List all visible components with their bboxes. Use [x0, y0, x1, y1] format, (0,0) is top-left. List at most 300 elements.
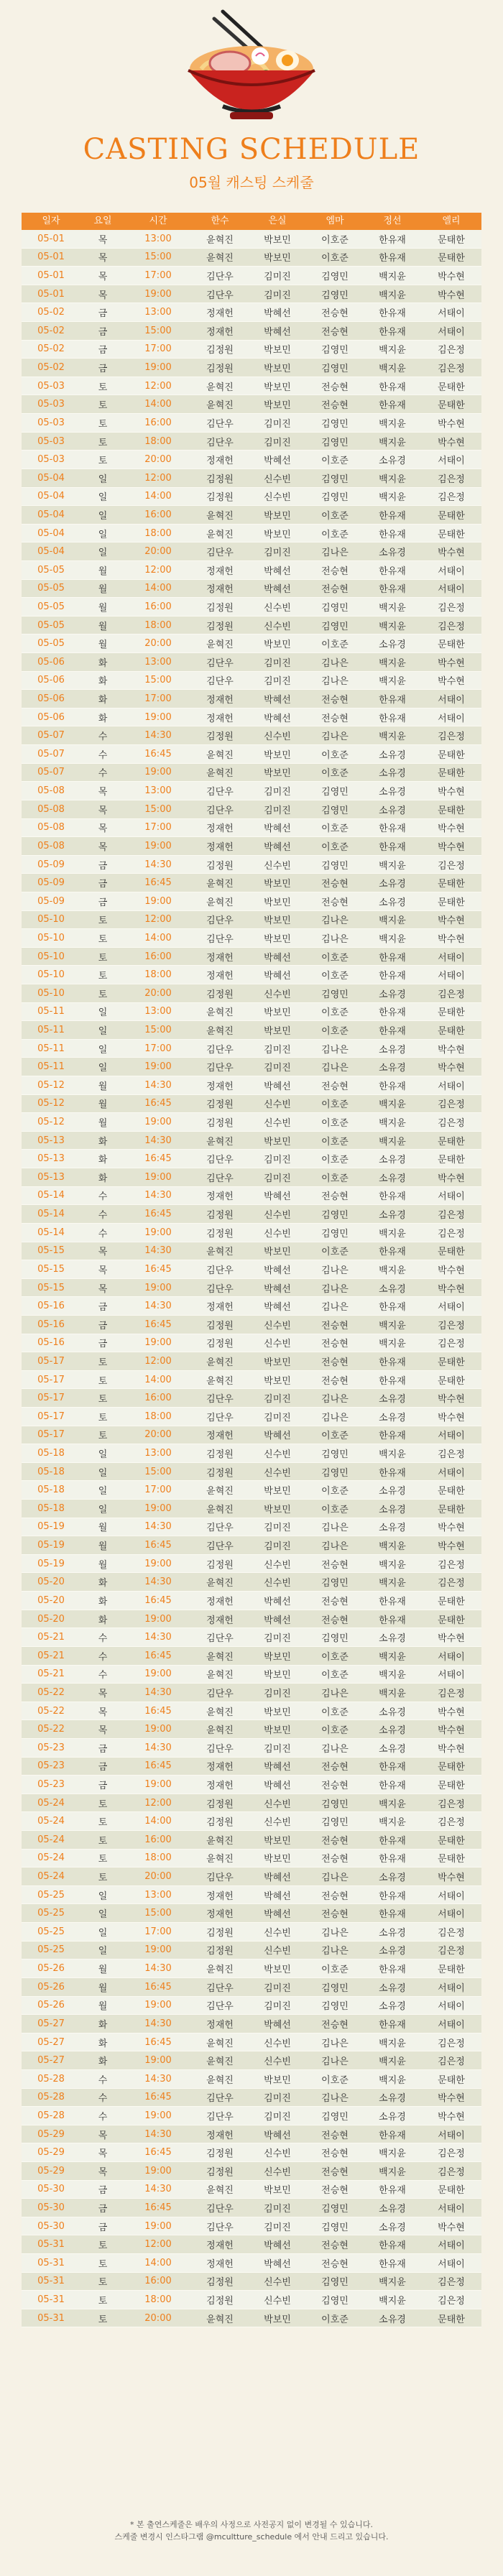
- table-row: [22, 1739, 481, 1758]
- table-cell: 박혜선: [249, 2235, 306, 2254]
- table-cell: 05-06: [22, 672, 80, 691]
- table-cell: 05-25: [22, 1923, 80, 1942]
- table-cell: 17:00: [125, 819, 191, 838]
- table-row: [22, 1297, 481, 1316]
- table-cell: 백지윤: [364, 2051, 421, 2070]
- table-cell: 문태한: [421, 377, 481, 396]
- table-cell: 김영민: [306, 2199, 364, 2217]
- table-cell: 16:45: [125, 1647, 191, 1666]
- table-cell: 한유재: [364, 1850, 421, 1868]
- table-cell: 정재헌: [191, 322, 249, 341]
- table-cell: 한유재: [364, 948, 421, 966]
- table-cell: 이호준: [306, 1702, 364, 1721]
- table-cell: 14:00: [125, 580, 191, 599]
- table-cell: 김정원: [191, 2273, 249, 2291]
- table-row: [22, 543, 481, 561]
- table-cell: 박수현: [421, 2089, 481, 2108]
- table-cell: 김미진: [249, 2089, 306, 2108]
- table-cell: 목: [80, 782, 125, 800]
- table-cell: 소유경: [364, 1168, 421, 1187]
- table-cell: 박수현: [421, 1279, 481, 1298]
- table-cell: 05-06: [22, 708, 80, 727]
- table-cell: 정재헌: [191, 1592, 249, 1610]
- table-cell: 정재헌: [191, 2125, 249, 2144]
- table-cell: 14:30: [125, 1518, 191, 1537]
- table-cell: 한유재: [364, 1297, 421, 1316]
- table-cell: 윤혁진: [191, 1132, 249, 1150]
- table-cell: 금: [80, 2181, 125, 2199]
- table-cell: 김단우: [191, 911, 249, 930]
- table-cell: 일: [80, 1040, 125, 1058]
- table-cell: 05-05: [22, 580, 80, 599]
- table-cell: 정재헌: [191, 1610, 249, 1629]
- table-cell: 목: [80, 800, 125, 819]
- table-cell: 소유경: [364, 1408, 421, 1426]
- table-cell: 수: [80, 764, 125, 783]
- table-cell: 화: [80, 1592, 125, 1610]
- table-cell: 이호준: [306, 1500, 364, 1518]
- table-cell: 05-05: [22, 561, 80, 580]
- table-cell: 소유경: [364, 2217, 421, 2236]
- table-cell: 14:30: [125, 726, 191, 745]
- table-cell: 이호준: [306, 764, 364, 783]
- table-cell: 박혜선: [249, 948, 306, 966]
- table-cell: 김영민: [306, 488, 364, 507]
- table-cell: 토: [80, 1868, 125, 1886]
- table-cell: 19:00: [125, 1334, 191, 1353]
- table-cell: 신수빈: [249, 1463, 306, 1482]
- table-cell: 김단우: [191, 2199, 249, 2217]
- table-cell: 05-02: [22, 303, 80, 322]
- table-cell: 월: [80, 1076, 125, 1095]
- table-cell: 윤혁진: [191, 1371, 249, 1390]
- table-row: [22, 726, 481, 745]
- table-cell: 김은정: [421, 617, 481, 635]
- table-cell: 이호준: [306, 451, 364, 469]
- table-cell: 화: [80, 690, 125, 708]
- table-cell: 서태이: [421, 1904, 481, 1923]
- table-cell: 소유경: [364, 543, 421, 561]
- table-cell: 05-18: [22, 1481, 80, 1500]
- table-cell: 서태이: [421, 2254, 481, 2273]
- table-row: [22, 561, 481, 580]
- table-cell: 전승현: [306, 2181, 364, 2199]
- table-cell: 15:00: [125, 249, 191, 267]
- table-cell: 서태이: [421, 2235, 481, 2254]
- table-cell: 이호준: [306, 2070, 364, 2089]
- table-cell: 05-16: [22, 1316, 80, 1334]
- table-cell: 13:00: [125, 653, 191, 672]
- table-cell: 서태이: [421, 1426, 481, 1445]
- table-cell: 백지윤: [364, 1132, 421, 1150]
- table-cell: 소유경: [364, 1279, 421, 1298]
- table-cell: 16:00: [125, 414, 191, 433]
- table-cell: 05-15: [22, 1242, 80, 1261]
- table-cell: 토: [80, 1426, 125, 1445]
- table-cell: 윤혁진: [191, 1021, 249, 1040]
- table-cell: 서태이: [421, 708, 481, 727]
- table-row: [22, 2125, 481, 2144]
- table-cell: 일: [80, 1886, 125, 1905]
- table-row: [22, 285, 481, 304]
- table-cell: 김은정: [421, 726, 481, 745]
- table-cell: 백지윤: [364, 1666, 421, 1684]
- table-cell: 토: [80, 433, 125, 451]
- table-cell: 이호준: [306, 2309, 364, 2328]
- table-cell: 김은정: [421, 488, 481, 507]
- table-cell: 14:30: [125, 1739, 191, 1758]
- table-cell: 김미진: [249, 1389, 306, 1408]
- table-cell: 금: [80, 1758, 125, 1776]
- table-row: [22, 377, 481, 396]
- table-cell: 신수빈: [249, 598, 306, 617]
- table-cell: 백지윤: [364, 1316, 421, 1334]
- table-row: [22, 395, 481, 414]
- table-cell: 14:30: [125, 2070, 191, 2089]
- table-cell: 문태한: [421, 745, 481, 764]
- table-cell: 김미진: [249, 1739, 306, 1758]
- table-row: [22, 1371, 481, 1390]
- table-cell: 05-24: [22, 1850, 80, 1868]
- table-cell: 문태한: [421, 1021, 481, 1040]
- table-row: [22, 1555, 481, 1574]
- table-cell: 윤혁진: [191, 764, 249, 783]
- table-cell: 정재헌: [191, 837, 249, 856]
- table-cell: 05-06: [22, 690, 80, 708]
- table-cell: 박수현: [421, 1536, 481, 1555]
- table-cell: 토: [80, 377, 125, 396]
- table-cell: 소유경: [364, 1978, 421, 1997]
- table-cell: 백지윤: [364, 617, 421, 635]
- table-cell: 목: [80, 1260, 125, 1279]
- table-cell: 18:00: [125, 617, 191, 635]
- table-row: [22, 2254, 481, 2273]
- table-cell: 20:00: [125, 543, 191, 561]
- table-cell: 전승현: [306, 892, 364, 911]
- table-row: [22, 1040, 481, 1058]
- table-cell: 화: [80, 2051, 125, 2070]
- table-cell: 김영민: [306, 1463, 364, 1482]
- table-cell: 박수현: [421, 414, 481, 433]
- table-cell: 김미진: [249, 1536, 306, 1555]
- table-cell: 12:00: [125, 2235, 191, 2254]
- table-cell: 박혜선: [249, 1868, 306, 1886]
- table-cell: 윤혁진: [191, 892, 249, 911]
- table-cell: 한유재: [364, 1021, 421, 1040]
- table-cell: 16:45: [125, 1095, 191, 1114]
- table-row: [22, 1500, 481, 1518]
- table-row: [22, 1095, 481, 1114]
- table-cell: 한유재: [364, 580, 421, 599]
- table-cell: 윤혁진: [191, 1500, 249, 1518]
- table-cell: 05-04: [22, 469, 80, 488]
- table-cell: 05-05: [22, 617, 80, 635]
- table-cell: 수: [80, 1666, 125, 1684]
- table-cell: 19:00: [125, 2162, 191, 2181]
- table-cell: 박혜선: [249, 2254, 306, 2273]
- table-cell: 서태이: [421, 561, 481, 580]
- table-cell: 김은정: [421, 359, 481, 377]
- table-cell: 05-31: [22, 2273, 80, 2291]
- table-cell: 박수현: [421, 1739, 481, 1758]
- table-cell: 신수빈: [249, 856, 306, 874]
- table-cell: 신수빈: [249, 1334, 306, 1353]
- table-cell: 정재헌: [191, 708, 249, 727]
- table-row: [22, 1868, 481, 1886]
- table-cell: 백지윤: [364, 598, 421, 617]
- table-cell: 문태한: [421, 1831, 481, 1850]
- table-cell: 박보민: [249, 634, 306, 653]
- table-cell: 05-01: [22, 285, 80, 304]
- table-cell: 20:00: [125, 1868, 191, 1886]
- table-cell: 05-14: [22, 1224, 80, 1242]
- table-cell: 백지윤: [364, 2273, 421, 2291]
- table-cell: 19:00: [125, 1720, 191, 1739]
- table-cell: 05-24: [22, 1868, 80, 1886]
- table-cell: 김미진: [249, 543, 306, 561]
- table-cell: 백지윤: [364, 1113, 421, 1132]
- table-cell: 토: [80, 911, 125, 930]
- table-cell: 서태이: [421, 1978, 481, 1997]
- table-cell: 금: [80, 1316, 125, 1334]
- table-cell: 18:00: [125, 1408, 191, 1426]
- table-cell: 김나은: [306, 1923, 364, 1942]
- table-cell: 16:00: [125, 1389, 191, 1408]
- table-cell: 김나은: [306, 672, 364, 691]
- column-header: 엘리: [421, 213, 481, 230]
- table-cell: 김미진: [249, 2199, 306, 2217]
- table-cell: 12:00: [125, 1794, 191, 1813]
- table-cell: 박혜선: [249, 1610, 306, 1629]
- table-row: [22, 672, 481, 691]
- table-cell: 일: [80, 1904, 125, 1923]
- table-cell: 박보민: [249, 1242, 306, 1261]
- table-cell: 김나은: [306, 1297, 364, 1316]
- table-cell: 05-24: [22, 1812, 80, 1831]
- table-cell: 신수빈: [249, 1095, 306, 1114]
- table-row: [22, 1812, 481, 1831]
- table-cell: 김미진: [249, 433, 306, 451]
- table-row: [22, 1279, 481, 1298]
- table-cell: 이호준: [306, 1095, 364, 1114]
- table-cell: 16:45: [125, 1536, 191, 1555]
- table-cell: 박보민: [249, 1850, 306, 1868]
- table-cell: 박보민: [249, 1500, 306, 1518]
- table-cell: 박보민: [249, 1481, 306, 1500]
- table-row: [22, 1058, 481, 1076]
- table-cell: 14:30: [125, 1628, 191, 1647]
- table-cell: 김정원: [191, 726, 249, 745]
- schedule-table-header: [22, 213, 481, 230]
- table-cell: 목: [80, 1684, 125, 1702]
- table-cell: 05-24: [22, 1794, 80, 1813]
- table-row: [22, 2070, 481, 2089]
- table-cell: 김단우: [191, 1536, 249, 1555]
- table-cell: 신수빈: [249, 1942, 306, 1960]
- table-cell: 소유경: [364, 2089, 421, 2108]
- table-cell: 이호준: [306, 837, 364, 856]
- table-cell: 한유재: [364, 1776, 421, 1794]
- table-cell: 문태한: [421, 800, 481, 819]
- table-cell: 김영민: [306, 782, 364, 800]
- table-cell: 박수현: [421, 433, 481, 451]
- table-cell: 16:45: [125, 1150, 191, 1168]
- table-cell: 박수현: [421, 653, 481, 672]
- table-cell: 토: [80, 395, 125, 414]
- table-cell: 백지윤: [364, 433, 421, 451]
- table-cell: 박수현: [421, 1518, 481, 1537]
- table-cell: 신수빈: [249, 2051, 306, 2070]
- table-cell: 한유재: [364, 1426, 421, 1445]
- table-cell: 전승현: [306, 2254, 364, 2273]
- table-cell: 김영민: [306, 1812, 364, 1831]
- table-cell: 김단우: [191, 285, 249, 304]
- table-cell: 서태이: [421, 948, 481, 966]
- table-row: [22, 1942, 481, 1960]
- table-row: [22, 764, 481, 783]
- table-cell: 12:00: [125, 911, 191, 930]
- table-cell: 소유경: [364, 1205, 421, 1224]
- table-row: [22, 1205, 481, 1224]
- table-cell: 김은정: [421, 1812, 481, 1831]
- table-cell: 전승현: [306, 2125, 364, 2144]
- table-cell: 윤혁진: [191, 230, 249, 249]
- table-cell: 정재헌: [191, 1904, 249, 1923]
- column-header: 엠마: [306, 213, 364, 230]
- table-cell: 한유재: [364, 1904, 421, 1923]
- table-cell: 백지윤: [364, 2070, 421, 2089]
- ramen-bowl-illustration: [180, 6, 323, 128]
- table-cell: 05-17: [22, 1371, 80, 1390]
- table-cell: 이호준: [306, 634, 364, 653]
- table-cell: 박보민: [249, 2070, 306, 2089]
- table-cell: 토: [80, 1408, 125, 1426]
- table-cell: 문태한: [421, 395, 481, 414]
- table-cell: 14:00: [125, 2254, 191, 2273]
- table-cell: 서태이: [421, 2125, 481, 2144]
- table-cell: 김영민: [306, 285, 364, 304]
- table-cell: 한유재: [364, 395, 421, 414]
- table-cell: 토: [80, 929, 125, 948]
- table-cell: 백지윤: [364, 1444, 421, 1463]
- table-cell: 19:00: [125, 1279, 191, 1298]
- table-cell: 김단우: [191, 672, 249, 691]
- table-cell: 김영민: [306, 800, 364, 819]
- table-cell: 이호준: [306, 745, 364, 764]
- table-row: [22, 1684, 481, 1702]
- table-cell: 토: [80, 2291, 125, 2309]
- table-cell: 이호준: [306, 948, 364, 966]
- table-cell: 15:00: [125, 1021, 191, 1040]
- table-cell: 박보민: [249, 892, 306, 911]
- table-cell: 소유경: [364, 2199, 421, 2217]
- table-cell: 05-31: [22, 2291, 80, 2309]
- table-cell: 05-19: [22, 1555, 80, 1574]
- table-cell: 화: [80, 708, 125, 727]
- column-header: 요일: [80, 213, 125, 230]
- table-cell: 토: [80, 1371, 125, 1390]
- table-cell: 일: [80, 543, 125, 561]
- table-row: [22, 2107, 481, 2125]
- table-row: [22, 1021, 481, 1040]
- table-cell: 14:30: [125, 856, 191, 874]
- table-cell: 서태이: [421, 1997, 481, 2016]
- table-cell: 19:00: [125, 1942, 191, 1960]
- table-cell: 수: [80, 1187, 125, 1206]
- table-cell: 이호준: [306, 1959, 364, 1978]
- table-cell: 한유재: [364, 1003, 421, 1022]
- table-row: [22, 1831, 481, 1850]
- table-cell: 05-27: [22, 2015, 80, 2033]
- table-cell: 신수빈: [249, 1555, 306, 1574]
- table-row: [22, 598, 481, 617]
- table-cell: 박보민: [249, 1021, 306, 1040]
- table-cell: 김미진: [249, 800, 306, 819]
- table-cell: 일: [80, 1058, 125, 1076]
- table-cell: 05-27: [22, 2051, 80, 2070]
- table-cell: 정재헌: [191, 948, 249, 966]
- table-cell: 한유재: [364, 1758, 421, 1776]
- table-cell: 전승현: [306, 1886, 364, 1905]
- table-cell: 박혜선: [249, 837, 306, 856]
- table-row: [22, 653, 481, 672]
- table-cell: 윤혁진: [191, 1959, 249, 1978]
- table-cell: 05-17: [22, 1426, 80, 1445]
- table-cell: 김영민: [306, 2217, 364, 2236]
- table-cell: 김단우: [191, 2089, 249, 2108]
- schedule-table-wrapper: [22, 213, 481, 2327]
- table-row: [22, 837, 481, 856]
- table-cell: 백지윤: [364, 359, 421, 377]
- table-cell: 한유재: [364, 2235, 421, 2254]
- table-cell: 백지윤: [364, 2162, 421, 2181]
- table-cell: 박보민: [249, 377, 306, 396]
- table-cell: 14:30: [125, 1573, 191, 1592]
- table-cell: 목: [80, 2125, 125, 2144]
- table-cell: 19:00: [125, 2107, 191, 2125]
- table-cell: 김미진: [249, 1628, 306, 1647]
- table-cell: 정재헌: [191, 580, 249, 599]
- table-cell: 한유재: [364, 2254, 421, 2273]
- table-cell: 소유경: [364, 1942, 421, 1960]
- table-cell: 박수현: [421, 1628, 481, 1647]
- table-cell: 전승현: [306, 377, 364, 396]
- table-cell: 한유재: [364, 966, 421, 984]
- table-cell: 19:00: [125, 1500, 191, 1518]
- table-cell: 서태이: [421, 303, 481, 322]
- table-cell: 19:00: [125, 764, 191, 783]
- table-row: [22, 634, 481, 653]
- table-cell: 박혜선: [249, 1187, 306, 1206]
- table-cell: 김영민: [306, 598, 364, 617]
- table-row: [22, 1187, 481, 1206]
- table-cell: 한유재: [364, 377, 421, 396]
- table-cell: 05-10: [22, 984, 80, 1003]
- table-row: [22, 1334, 481, 1353]
- table-cell: 김영민: [306, 1444, 364, 1463]
- table-cell: 14:30: [125, 2125, 191, 2144]
- table-cell: 김은정: [421, 1113, 481, 1132]
- table-cell: 14:30: [125, 1684, 191, 1702]
- table-cell: 일: [80, 1500, 125, 1518]
- table-cell: 신수빈: [249, 2273, 306, 2291]
- table-cell: 윤혁진: [191, 525, 249, 543]
- table-cell: 16:00: [125, 506, 191, 525]
- table-cell: 전승현: [306, 561, 364, 580]
- table-cell: 박보민: [249, 745, 306, 764]
- table-cell: 박혜선: [249, 1260, 306, 1279]
- table-cell: 김단우: [191, 1168, 249, 1187]
